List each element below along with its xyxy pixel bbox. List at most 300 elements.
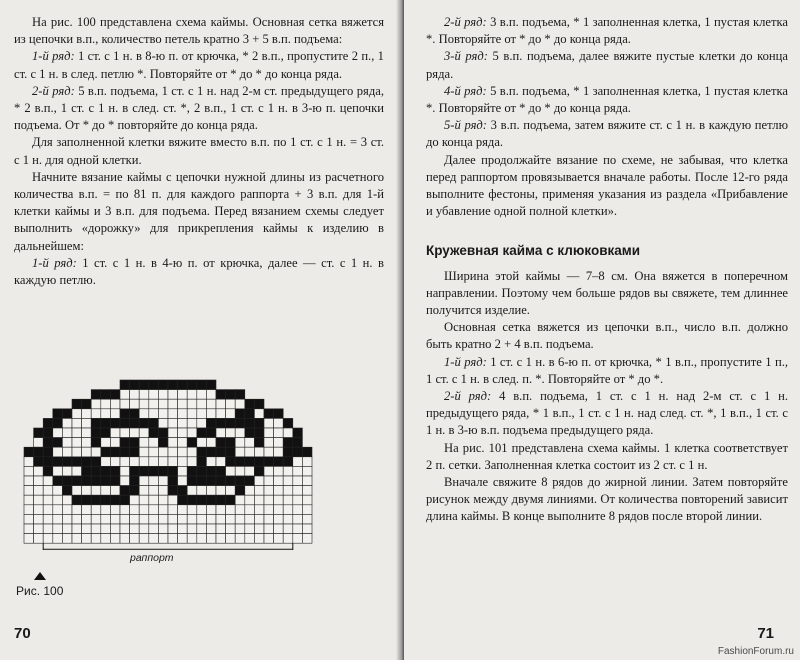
empty-cell [82, 505, 92, 515]
empty-cell [226, 428, 236, 438]
filled-cell [130, 476, 140, 486]
empty-cell [264, 505, 274, 515]
empty-cell [264, 466, 274, 476]
empty-cell [158, 476, 168, 486]
empty-cell [168, 495, 178, 505]
empty-cell [101, 505, 111, 515]
empty-cell [293, 534, 303, 544]
empty-cell [283, 534, 293, 544]
empty-cell [264, 418, 274, 428]
filled-cell [293, 428, 303, 438]
empty-cell [274, 476, 284, 486]
empty-cell [139, 534, 149, 544]
empty-cell [139, 390, 149, 400]
empty-cell [53, 514, 63, 524]
empty-cell [197, 409, 207, 419]
filled-cell [302, 447, 312, 457]
empty-cell [178, 534, 188, 544]
empty-cell [274, 495, 284, 505]
filled-cell [34, 447, 44, 457]
empty-cell [53, 486, 63, 496]
filled-cell [91, 476, 101, 486]
filled-cell [187, 380, 197, 390]
filled-cell [245, 399, 255, 409]
empty-cell [216, 486, 226, 496]
filled-cell [72, 399, 82, 409]
empty-cell [235, 495, 245, 505]
empty-cell [235, 524, 245, 534]
empty-cell [53, 447, 63, 457]
paragraph-text: 1 ст. с 1 н. в 8-ю п. от крючка, * 2 в.п., пропустите 2 п., 1 ст. с 1 н. в след. петлю *. Повторяйте от * до * до конца ряда. [14, 49, 384, 81]
empty-cell [293, 486, 303, 496]
filled-cell [91, 438, 101, 448]
filled-cell [197, 428, 207, 438]
filled-cell [130, 418, 140, 428]
empty-cell [120, 428, 130, 438]
paragraph-text: На рис. 100 представлена схема каймы. Основная сетка вяжется из цепочки в.п., количество петель кратно 3 + 5 в.п. подъема: [14, 15, 384, 47]
filled-cell [62, 476, 72, 486]
filled-cell [187, 495, 197, 505]
empty-cell [110, 409, 120, 419]
filled-cell [110, 447, 120, 457]
empty-cell [158, 409, 168, 419]
empty-cell [82, 409, 92, 419]
empty-cell [168, 409, 178, 419]
empty-cell [264, 495, 274, 505]
empty-cell [110, 524, 120, 534]
empty-cell [264, 514, 274, 524]
paragraph [426, 440, 788, 474]
empty-cell [158, 514, 168, 524]
filled-cell [149, 380, 159, 390]
empty-cell [206, 457, 216, 467]
paragraph-text: 3 в.п. подъема, * 1 заполненная клетка, 1 пустая клетка *. Повторяйте от * до * до конца ряда. [426, 15, 788, 47]
empty-cell [254, 524, 264, 534]
empty-cell [283, 466, 293, 476]
filled-cell [34, 428, 44, 438]
empty-cell [110, 534, 120, 544]
empty-cell [178, 428, 188, 438]
filled-cell [43, 438, 53, 448]
empty-cell [178, 399, 188, 409]
empty-cell [235, 505, 245, 515]
empty-cell [139, 486, 149, 496]
empty-cell [158, 390, 168, 400]
empty-cell [206, 505, 216, 515]
filled-cell [149, 466, 159, 476]
empty-cell [168, 457, 178, 467]
row-label: 5-й ряд: [444, 118, 487, 133]
empty-cell [158, 534, 168, 544]
empty-cell [34, 476, 44, 486]
empty-cell [197, 418, 207, 428]
empty-cell [72, 505, 82, 515]
empty-cell [187, 505, 197, 515]
empty-cell [34, 495, 44, 505]
empty-cell [168, 534, 178, 544]
empty-cell [43, 486, 53, 496]
empty-cell [101, 438, 111, 448]
filled-cell [101, 447, 111, 457]
empty-cell [149, 495, 159, 505]
filled-cell [91, 390, 101, 400]
filled-cell [226, 390, 236, 400]
empty-cell [120, 534, 130, 544]
filled-cell [110, 466, 120, 476]
paragraph-text: Далее продолжайте вязание по схеме, не забывая, что клетка перед раппортом провязывается вначале работы. После 12-го ряда выполните фестоны, применяя указания из раздела «Прибавление и убавление одной полной клетки». [426, 152, 788, 219]
empty-cell [254, 534, 264, 544]
empty-cell [245, 534, 255, 544]
filled-cell [206, 418, 216, 428]
empty-cell [187, 390, 197, 400]
empty-cell [158, 457, 168, 467]
filled-cell [235, 486, 245, 496]
empty-cell [43, 476, 53, 486]
empty-cell [72, 418, 82, 428]
row-label: 1-й ряд: [32, 49, 75, 64]
empty-cell [158, 418, 168, 428]
paragraph-text: 5 в.п. подъема, * 1 заполненная клетка, 1 пустая клетка *. Повторяйте от * до * до конца ряда. [426, 83, 788, 116]
empty-cell [120, 476, 130, 486]
empty-cell [293, 457, 303, 467]
paragraph-text: Вначале свяжите 8 рядов до жирной линии. Затем повторяйте рисунок между двумя линиями. От количества повторений зависит длина каймы. В конце выполните 8 рядов после второй линии. [426, 475, 788, 524]
filled-cell [120, 409, 130, 419]
empty-cell [120, 399, 130, 409]
empty-cell [187, 399, 197, 409]
empty-cell [264, 438, 274, 448]
filled-cell [235, 418, 245, 428]
empty-cell [139, 428, 149, 438]
empty-cell [24, 466, 34, 476]
filled-cell [130, 466, 140, 476]
empty-cell [178, 505, 188, 515]
empty-cell [245, 524, 255, 534]
right-page-text-top [426, 14, 788, 220]
empty-cell [91, 399, 101, 409]
empty-cell [235, 447, 245, 457]
empty-cell [24, 514, 34, 524]
empty-cell [168, 418, 178, 428]
empty-cell [34, 524, 44, 534]
paragraph [426, 474, 788, 526]
empty-cell [274, 447, 284, 457]
empty-cell [178, 466, 188, 476]
paragraph [14, 255, 384, 289]
filled-cell [101, 476, 111, 486]
filled-cell [43, 447, 53, 457]
empty-cell [178, 409, 188, 419]
empty-cell [264, 524, 274, 534]
empty-cell [293, 505, 303, 515]
filled-cell [235, 409, 245, 419]
empty-cell [168, 399, 178, 409]
empty-cell [187, 534, 197, 544]
empty-cell [72, 428, 82, 438]
empty-cell [101, 524, 111, 534]
filled-cell [206, 466, 216, 476]
empty-cell [206, 486, 216, 496]
paragraph [426, 152, 788, 221]
page-number-right: 71 [757, 625, 774, 642]
crochet-chart [18, 378, 318, 548]
filled-cell [206, 380, 216, 390]
empty-cell [139, 505, 149, 515]
empty-cell [226, 514, 236, 524]
empty-cell [72, 466, 82, 476]
empty-cell [34, 438, 44, 448]
filled-cell [101, 495, 111, 505]
empty-cell [91, 409, 101, 419]
filled-cell [254, 457, 264, 467]
empty-cell [235, 534, 245, 544]
filled-cell [178, 486, 188, 496]
filled-cell [274, 457, 284, 467]
empty-cell [254, 495, 264, 505]
empty-cell [197, 534, 207, 544]
filled-cell [206, 428, 216, 438]
filled-cell [34, 457, 44, 467]
empty-cell [34, 466, 44, 476]
empty-cell [245, 495, 255, 505]
empty-cell [62, 428, 72, 438]
filled-cell [139, 380, 149, 390]
empty-cell [293, 466, 303, 476]
empty-cell [206, 409, 216, 419]
paragraph-text: 4 в.п. подъема, 1 ст. с 1 н. над 2-м ст. с 1 н. предыдущего ряда, * 1 в.п., 1 ст. с 1 н. над след. ст. *, 1 в.п., 1 ст. с 1 н. в 3-ю в.п. подъема предыдущего ряда. [426, 389, 788, 438]
empty-cell [302, 457, 312, 467]
filled-cell [264, 457, 274, 467]
empty-cell [130, 514, 140, 524]
filled-cell [139, 418, 149, 428]
empty-cell [149, 486, 159, 496]
empty-cell [168, 390, 178, 400]
empty-cell [72, 514, 82, 524]
filled-cell [120, 418, 130, 428]
empty-cell [283, 505, 293, 515]
empty-cell [206, 438, 216, 448]
empty-cell [197, 514, 207, 524]
empty-cell [168, 447, 178, 457]
empty-cell [293, 476, 303, 486]
empty-cell [110, 457, 120, 467]
empty-cell [168, 438, 178, 448]
empty-cell [245, 466, 255, 476]
filled-cell [216, 418, 226, 428]
filled-cell [53, 409, 63, 419]
empty-cell [24, 486, 34, 496]
section-heading: Кружевная кайма с клюковками [426, 243, 641, 259]
empty-cell [302, 486, 312, 496]
empty-cell [130, 428, 140, 438]
empty-cell [34, 534, 44, 544]
empty-cell [293, 495, 303, 505]
empty-cell [149, 438, 159, 448]
empty-cell [302, 495, 312, 505]
empty-cell [274, 438, 284, 448]
empty-cell [91, 486, 101, 496]
empty-cell [120, 524, 130, 534]
filled-cell [254, 466, 264, 476]
left-page-text [14, 14, 384, 289]
empty-cell [139, 447, 149, 457]
empty-cell [120, 466, 130, 476]
empty-cell [43, 495, 53, 505]
empty-cell [274, 524, 284, 534]
filled-cell [206, 495, 216, 505]
empty-cell [178, 390, 188, 400]
filled-cell [158, 438, 168, 448]
paragraph [426, 354, 788, 388]
paragraph [426, 117, 788, 151]
empty-cell [216, 399, 226, 409]
empty-cell [206, 399, 216, 409]
empty-cell [254, 447, 264, 457]
empty-cell [264, 428, 274, 438]
filled-cell [24, 447, 34, 457]
filled-cell [139, 466, 149, 476]
empty-cell [53, 505, 63, 515]
empty-cell [168, 428, 178, 438]
filled-cell [245, 418, 255, 428]
empty-cell [101, 514, 111, 524]
empty-cell [245, 514, 255, 524]
empty-cell [264, 534, 274, 544]
empty-cell [264, 476, 274, 486]
empty-cell [149, 534, 159, 544]
filled-cell [283, 418, 293, 428]
empty-cell [101, 399, 111, 409]
filled-cell [245, 457, 255, 467]
row-label: 2-й ряд: [444, 389, 492, 404]
empty-cell [187, 514, 197, 524]
empty-cell [168, 524, 178, 534]
empty-cell [197, 505, 207, 515]
filled-cell [254, 438, 264, 448]
empty-cell [62, 447, 72, 457]
empty-cell [274, 505, 284, 515]
empty-cell [245, 447, 255, 457]
rapport-label: раппорт [130, 552, 174, 564]
paragraph [14, 169, 384, 255]
empty-cell [274, 534, 284, 544]
empty-cell [274, 428, 284, 438]
empty-cell [216, 428, 226, 438]
empty-cell [91, 514, 101, 524]
filled-cell [53, 457, 63, 467]
filled-cell [110, 476, 120, 486]
start-arrow-icon [34, 572, 46, 580]
filled-cell [120, 495, 130, 505]
empty-cell [187, 457, 197, 467]
empty-cell [274, 514, 284, 524]
filled-cell [187, 438, 197, 448]
empty-cell [24, 505, 34, 515]
filled-cell [226, 418, 236, 428]
empty-cell [139, 457, 149, 467]
empty-cell [302, 466, 312, 476]
empty-cell [130, 457, 140, 467]
right-page-text-bottom [426, 268, 788, 526]
empty-cell [62, 495, 72, 505]
empty-cell [101, 486, 111, 496]
empty-cell [226, 466, 236, 476]
empty-cell [158, 447, 168, 457]
empty-cell [235, 438, 245, 448]
empty-cell [178, 418, 188, 428]
empty-cell [24, 524, 34, 534]
filled-cell [130, 447, 140, 457]
filled-cell [216, 438, 226, 448]
filled-cell [254, 428, 264, 438]
empty-cell [293, 514, 303, 524]
empty-cell [120, 390, 130, 400]
empty-cell [130, 505, 140, 515]
empty-cell [62, 466, 72, 476]
filled-cell [101, 390, 111, 400]
empty-cell [226, 409, 236, 419]
paragraph-text: 1 ст. с 1 н. в 4-ю п. от крючка, далее — ст. с 1 н. в каждую петлю. [14, 255, 384, 288]
figure-caption: Рис. 100 [16, 584, 64, 598]
empty-cell [226, 534, 236, 544]
empty-cell [235, 428, 245, 438]
row-label: 4-й ряд: [444, 83, 487, 98]
empty-cell [187, 486, 197, 496]
paragraph [14, 134, 384, 168]
filled-cell [101, 428, 111, 438]
paragraph [426, 388, 788, 440]
empty-cell [178, 438, 188, 448]
filled-cell [274, 409, 284, 419]
filled-cell [43, 418, 53, 428]
empty-cell [53, 428, 63, 438]
empty-cell [216, 505, 226, 515]
filled-cell [130, 380, 140, 390]
empty-cell [149, 505, 159, 515]
empty-cell [187, 428, 197, 438]
empty-cell [53, 534, 63, 544]
empty-cell [283, 428, 293, 438]
empty-cell [139, 438, 149, 448]
empty-cell [91, 505, 101, 515]
empty-cell [302, 524, 312, 534]
empty-cell [178, 476, 188, 486]
empty-cell [130, 524, 140, 534]
filled-cell [72, 495, 82, 505]
empty-cell [254, 409, 264, 419]
empty-cell [82, 447, 92, 457]
empty-cell [72, 447, 82, 457]
empty-cell [187, 447, 197, 457]
empty-cell [206, 514, 216, 524]
empty-cell [254, 486, 264, 496]
right-page [404, 0, 800, 660]
empty-cell [24, 534, 34, 544]
filled-cell [254, 399, 264, 409]
empty-cell [139, 514, 149, 524]
empty-cell [110, 399, 120, 409]
filled-cell [245, 428, 255, 438]
filled-cell [91, 457, 101, 467]
empty-cell [149, 447, 159, 457]
filled-cell [91, 428, 101, 438]
empty-cell [197, 486, 207, 496]
filled-cell [293, 438, 303, 448]
empty-cell [216, 534, 226, 544]
empty-cell [43, 514, 53, 524]
empty-cell [302, 505, 312, 515]
empty-cell [72, 409, 82, 419]
filled-cell [235, 390, 245, 400]
